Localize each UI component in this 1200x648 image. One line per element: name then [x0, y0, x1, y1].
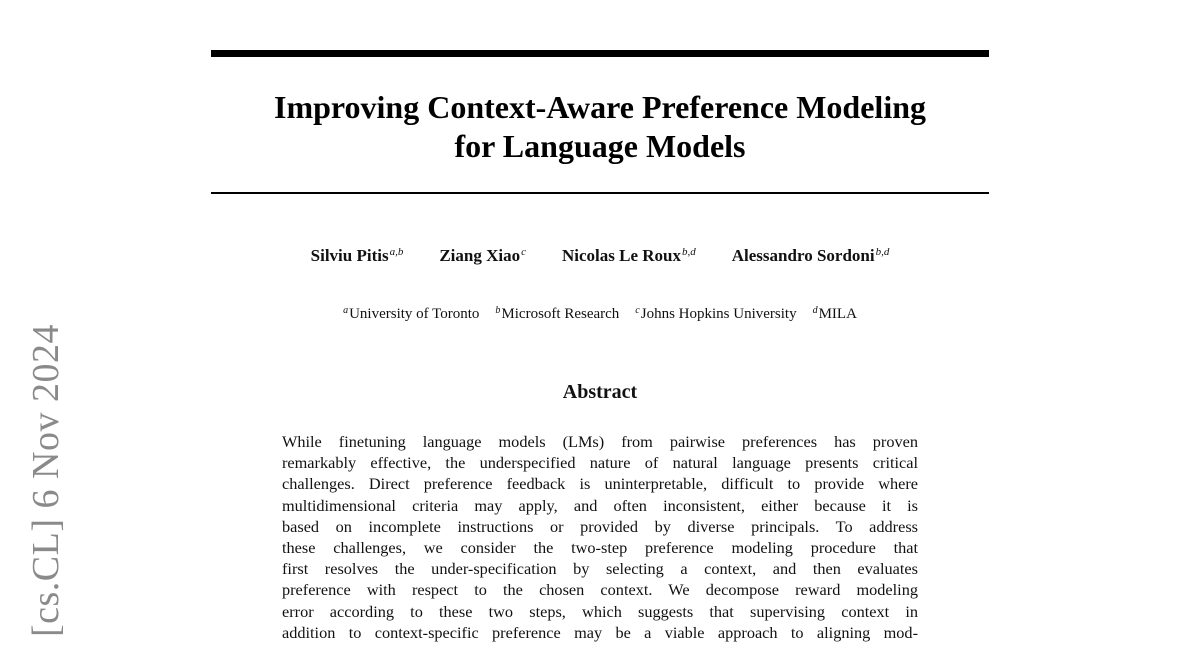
abstract-line: first resolves the under-specification by selecting a context, and then evaluates: [282, 559, 918, 579]
affiliation-mark: d: [812, 305, 818, 316]
abstract-line: While finetuning language models (LMs) from pairwise preferences has proven: [282, 432, 918, 451]
author: [562, 246, 696, 266]
abstract-line: challenges. Direct preference feedback is uninterpretable, difficult to provide where: [282, 474, 918, 494]
author-name: Nicolas Le Roux: [562, 246, 682, 265]
author-affiliation-mark: a,b: [389, 246, 404, 258]
author-name: Silviu Pitis: [310, 246, 389, 265]
title-line-2: for Language Models: [454, 128, 746, 164]
affiliation: [635, 305, 796, 323]
author: [732, 246, 890, 266]
abstract-line: these challenges, we consider the two-step preference modeling procedure that: [282, 537, 918, 557]
abstract-body: [282, 431, 918, 643]
abstract-line: preference with respect to the chosen context. We decompose reward modeling: [282, 580, 918, 600]
affiliation-name: Johns Hopkins University: [640, 306, 797, 322]
affiliation-mark: a: [343, 305, 349, 316]
author-name: Alessandro Sordoni: [731, 246, 875, 265]
affiliation-mark: c: [635, 305, 640, 316]
title-line-1: Improving Context-Aware Preference Modeling: [273, 89, 926, 125]
title-top-rule: [211, 50, 989, 57]
affiliation-mark: b: [495, 305, 501, 316]
author-affiliation-mark: b,d: [682, 246, 696, 258]
title-bottom-rule: [211, 192, 989, 194]
abstract-heading: Abstract: [562, 381, 638, 403]
affiliation: [813, 305, 857, 323]
author: [311, 246, 404, 266]
paper-title: [211, 88, 989, 166]
affiliation: [343, 305, 479, 323]
arxiv-side-stamp: [cs.CL] 6 Nov 2024: [25, 324, 67, 637]
affiliation-list: [211, 305, 989, 323]
author-list: [211, 246, 989, 266]
affiliation-name: Microsoft Research: [501, 306, 620, 322]
affiliation-name: MILA: [818, 306, 857, 322]
author-affiliation-mark: b,d: [875, 246, 890, 258]
abstract-line: based on incomplete instructions or provided by diverse principals. To address: [282, 516, 918, 536]
abstract-line: addition to context-specific preference may be a viable approach to aligning mod-: [282, 622, 918, 642]
affiliation: [495, 305, 619, 323]
author: [439, 246, 526, 266]
abstract-line: remarkably effective, the underspecified nature of natural language presents critical: [282, 453, 918, 473]
abstract-line: multidimensional criteria may apply, and often inconsistent, either because it is: [282, 495, 918, 515]
abstract-line: error according to these two steps, which suggests that supervising context in: [282, 601, 918, 621]
author-affiliation-mark: c: [521, 246, 527, 258]
affiliation-name: University of Toronto: [349, 306, 480, 322]
author-name: Ziang Xiao: [439, 246, 521, 265]
